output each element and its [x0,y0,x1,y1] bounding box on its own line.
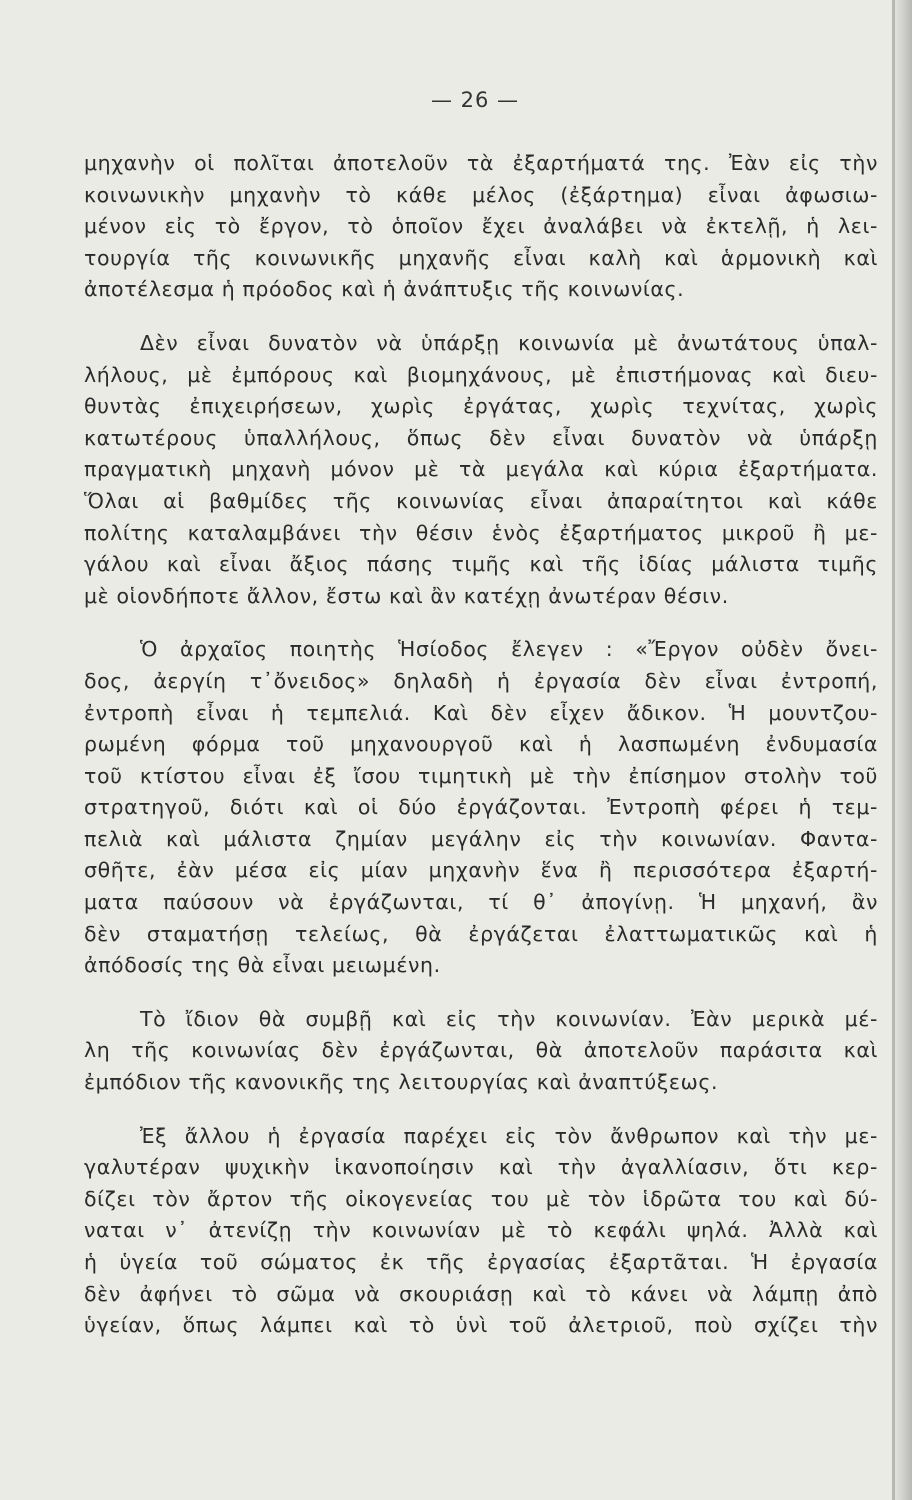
page-edge-line [892,0,895,1500]
text-line: δὲν σταματήσῃ τελείως, θὰ ἐργάζεται ἐλαττωματικῶς καὶ ἡ [84,921,878,946]
page-number: — 26 — [430,88,520,112]
paragraph-3 [84,634,878,982]
text-line: δος, ἀεργίη τ᾽ὄνειδος» δηλαδὴ ἡ ἐργασία δὲν εἶναι ἐντροπή, [84,668,878,693]
paragraph-4 [84,1004,878,1099]
text-line: ἀπόδοσίς της θὰ εἶναι μειωμένη. [84,953,441,978]
paragraph-5 [84,1121,878,1342]
text-line: Δὲν εἶναι δυνατὸν νὰ ὑπάρξῃ κοινωνία μὲ ἀνωτάτους ὑπαλ- [140,330,878,355]
paragraph-1 [84,148,878,306]
text-line: μηχανὴν οἱ πολῖται ἀποτελοῦν τὰ ἐξαρτήματά της. Ἐὰν εἰς τὴν [84,151,878,175]
text-line: στρατηγοῦ, διότι καὶ οἱ δύο ἐργάζονται. Ἐντροπὴ φέρει ἡ τεμ- [84,795,878,820]
text-line: ναται ν᾽ ἀτενίζῃ τὴν κοινωνίαν μὲ τὸ κεφάλι ψηλά. Ἀλλὰ καὶ [84,1218,878,1243]
text-line: θυντὰς ἐπιχειρήσεων, χωρὶς ἐργάτας, χωρὶς τεχνίτας, χωρὶς [84,394,878,419]
text-line: ἐντροπὴ εἶναι ἡ τεμπελιά. Καὶ δὲν εἶχεν ἄδικον. Ἡ μουντζου- [84,700,878,725]
text-line: ἀποτέλεσμα ἡ πρόοδος καὶ ἡ ἀνάπτυξις τῆς κοινωνίας. [84,277,685,302]
text-line: Ὅλαι αἱ βαθμίδες τῆς κοινωνίας εἶναι ἀπαραίτητοι καὶ κάθε [84,488,878,513]
text-line: τουργία τῆς κοινωνικῆς μηχανῆς εἶναι καλὴ καὶ ἁρμονικὴ καὶ [84,245,878,270]
body-text [84,148,878,1342]
text-line: Ἐξ ἄλλου ἡ ἐργασία παρέχει εἰς τὸν ἄνθρωπον καὶ τὴν με- [140,1123,878,1148]
text-line: κατωτέρους ὑπαλλήλους, ὅπως δὲν εἶναι δυνατὸν νὰ ὑπάρξῃ [84,425,878,450]
text-line: λήλους, μὲ ἐμπόρους καὶ βιομηχάνους, μὲ ἐπιστήμονας καὶ διευ- [84,362,878,387]
paragraph-2 [84,328,878,612]
text-line: γάλου καὶ εἶναι ἄξιος πάσης τιμῆς καὶ τῆς ἰδίας μάλιστα τιμῆς [84,552,878,577]
text-line: ματα παύσουν νὰ ἐργάζωνται, τί θ᾽ ἀπογίνῃ. Ἡ μηχανή, ἂν [84,890,878,915]
text-line: ὑγείαν, ὅπως λάμπει καὶ τὸ ὑνὶ τοῦ ἀλετριοῦ, ποὺ σχίζει τὴν [84,1313,878,1338]
text-line: μὲ οἱονδήποτε ἄλλον, ἔστω καὶ ἂν κατέχῃ ἀνωτέραν θέσιν. [84,583,729,608]
text-line: πολίτης καταλαμβάνει τὴν θέσιν ἑνὸς ἐξαρτήματος μικροῦ ἢ με- [84,520,878,545]
text-line: λη τῆς κοινωνίας δὲν ἐργάζωνται, θὰ ἀποτελοῦν παράσιτα καὶ [84,1038,878,1063]
text-line: δὲν ἀφήνει τὸ σῶμα νὰ σκουριάσῃ καὶ τὸ κάνει νὰ λάμπῃ ἀπὸ [84,1281,878,1306]
text-line: ἐμπόδιον τῆς κανονικῆς της λειτουργίας καὶ ἀναπτύξεως. [84,1070,719,1095]
text-line: κοινωνικὴν μηχανὴν τὸ κάθε μέλος (ἐξάρτημα) εἶναι ἀφωσιω- [84,182,878,207]
text-line: δίζει τὸν ἄρτον τῆς οἰκογενείας του μὲ τὸν ἱδρῶτα του καὶ δύ- [84,1186,878,1211]
text-line: Τὸ ἴδιον θὰ συμβῇ καὶ εἰς τὴν κοινωνίαν. Ἐὰν μερικὰ μέ- [140,1006,878,1031]
text-line: πελιὰ καὶ μάλιστα ζημίαν μεγάλην εἰς τὴν κοινωνίαν. Φαντα- [84,826,878,851]
text-line: πραγματικὴ μηχανὴ μόνον μὲ τὰ μεγάλα καὶ κύρια ἐξαρτήματα. [84,457,878,482]
text-line: γαλυτέραν ψυχικὴν ἱκανοποίησιν καὶ τὴν ἀγαλλίασιν, ὅτι κερ- [84,1155,878,1180]
text-line: ρωμένη φόρμα τοῦ μηχανουργοῦ καὶ ἡ λασπωμένη ἐνδυμασία [84,732,878,757]
text-line: Ὁ ἀρχαῖος ποιητὴς Ἡσίοδος ἔλεγεν : «Ἔργον οὐδὲν ὄνει- [140,637,878,662]
text-line: μένον εἰς τὸ ἔργον, τὸ ὁποῖον ἔχει ἀναλάβει νὰ ἐκτελῇ, ἡ λει- [84,214,878,239]
text-line: ἡ ὑγεία τοῦ σώματος ἐκ τῆς ἐργασίας ἐξαρτᾶται. Ἡ ἐργασία [84,1250,878,1274]
text-line: σθῆτε, ἐὰν μέσα εἰς μίαν μηχανὴν ἕνα ἢ περισσότερα ἐξαρτή- [84,858,878,883]
text-line: τοῦ κτίστου εἶναι ἐξ ἴσου τιμητικὴ μὲ τὴν ἐπίσημον στολὴν τοῦ [84,763,878,788]
